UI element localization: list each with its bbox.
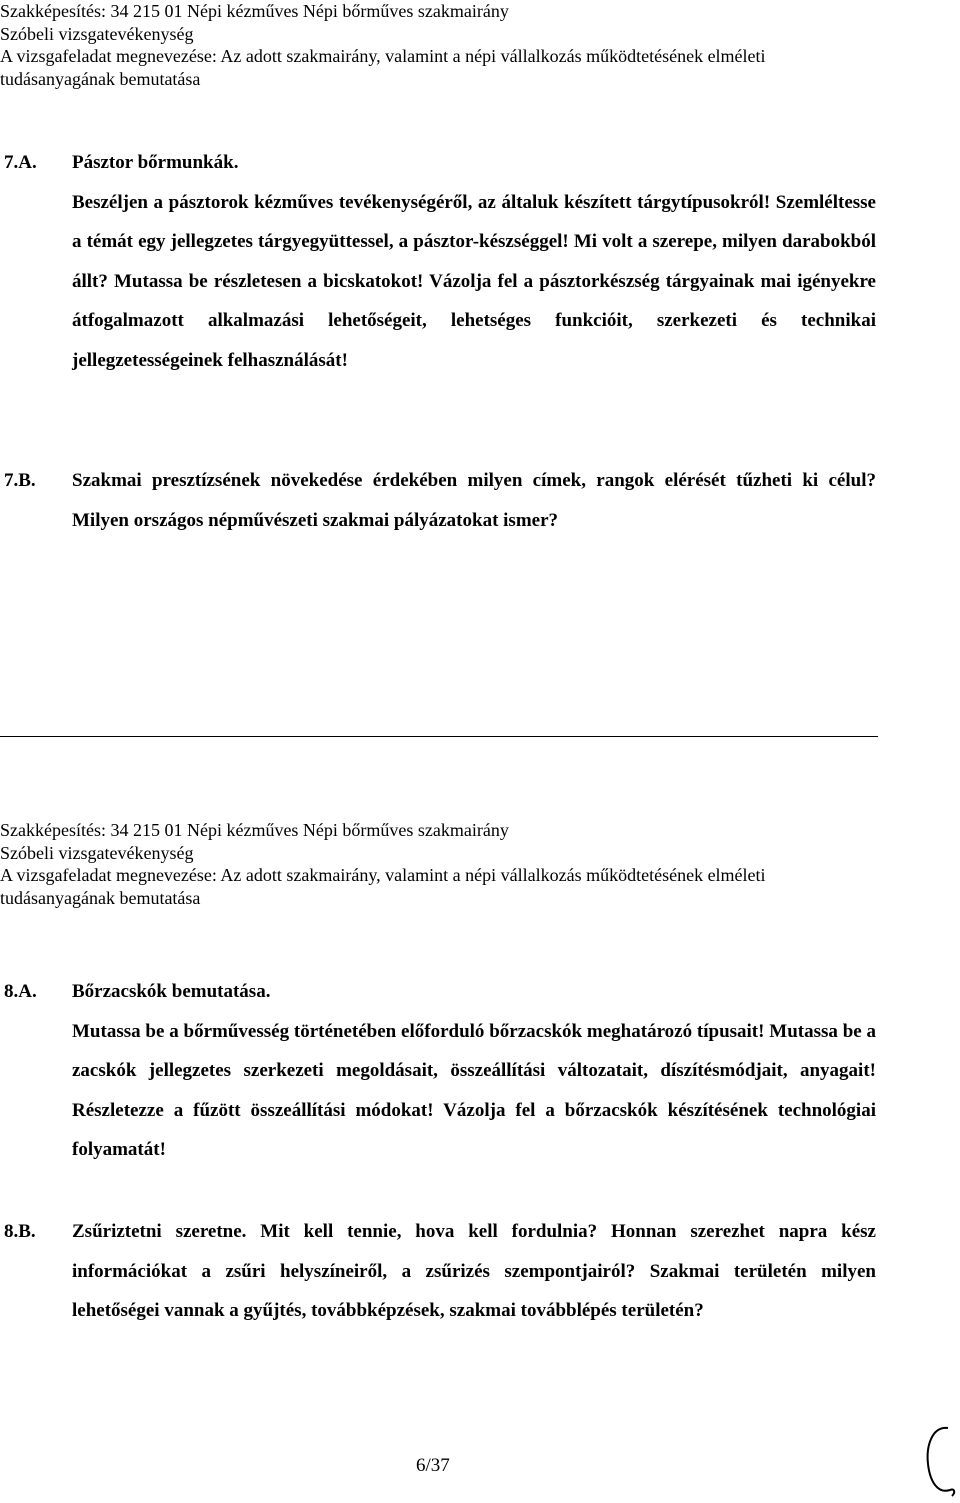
task-text: Beszéljen a pásztorok kézműves tevékenységéről, az általuk készített tárgytípusokról! Szemléltesse a témát egy jellegzetes tárgyegyüttessel, a pásztor-készséggel! Mi volt a szerepe, milyen darabokból állt? Mutassa be részletesen a bicskatokot! Vázolja fel a pásztorkészség tárgyainak mai igényekre átfogalmazott alkalmazási lehetőségeit, lehetséges funkcióit, szerkezeti és technikai jellegzetességeinek felhasználását! bbox=[72, 191, 876, 371]
header-task-name-cont: tudásanyagának bemutatása bbox=[0, 68, 201, 89]
signature-mark bbox=[918, 1420, 958, 1500]
task-number: 7.B. bbox=[4, 470, 36, 491]
task-8b bbox=[0, 1212, 876, 1331]
task-text: Szakmai presztízsének növekedése érdekében milyen címek, rangok elérését tűzheti ki célul? Milyen országos népművészeti szakmai pályázatokat ismer? bbox=[72, 470, 876, 531]
task-number: 7.A. bbox=[4, 152, 37, 173]
task-7a bbox=[0, 143, 876, 380]
header-exam-type: Szóbeli vizsgatevékenység bbox=[0, 842, 194, 863]
header-qualification: Szakképesítés: 34 215 01 Népi kézműves Népi bőrműves szakmairány bbox=[0, 820, 509, 840]
header-task-name-cont: tudásanyagának bemutatása bbox=[0, 887, 201, 908]
task-title: Bőrzacskók bemutatása. bbox=[72, 981, 271, 1002]
page-header-2 bbox=[0, 819, 880, 909]
header-task-name: A vizsgafeladat megnevezése: Az adott szakmairány, valamint a népi vállalkozás működtetésének elméleti bbox=[0, 46, 766, 66]
page-header-1 bbox=[0, 0, 880, 90]
task-text: Zsűriztetni szeretne. Mit kell tennie, hova kell fordulnia? Honnan szerezhet napra kész információkat a zsűri helyszíneiről, a zsűrizés szempontjairól? Szakmai területén milyen lehetőségei vannak a gyűjtés, továbbképzések, szakmai továbblépés területén? bbox=[72, 1221, 876, 1321]
header-exam-type: Szóbeli vizsgatevékenység bbox=[0, 23, 194, 44]
page-separator bbox=[0, 736, 878, 737]
task-text: Mutassa be a bőrművesség történetében előforduló bőrzacskók meghatározó típusait! Mutassa be a zacskók jellegzetes szerkezeti megoldásait, összeállítási változatait, díszítésmódjait, anyagait! Részletezze a fűzött összeállítási módokat! Vázolja fel a bőrzacskók készítésének technológiai folyamatát! bbox=[72, 1020, 876, 1160]
task-title: Pásztor bőrmunkák. bbox=[72, 152, 239, 173]
header-qualification: Szakképesítés: 34 215 01 Népi kézműves Népi bőrműves szakmairány bbox=[0, 1, 509, 21]
header-task-name: A vizsgafeladat megnevezése: Az adott szakmairány, valamint a népi vállalkozás működtetésének elméleti bbox=[0, 865, 766, 885]
task-8a bbox=[0, 972, 876, 1170]
page-number: 6/37 bbox=[416, 1455, 450, 1476]
task-7b bbox=[0, 461, 876, 540]
task-number: 8.A. bbox=[4, 981, 37, 1002]
task-number: 8.B. bbox=[4, 1221, 36, 1242]
